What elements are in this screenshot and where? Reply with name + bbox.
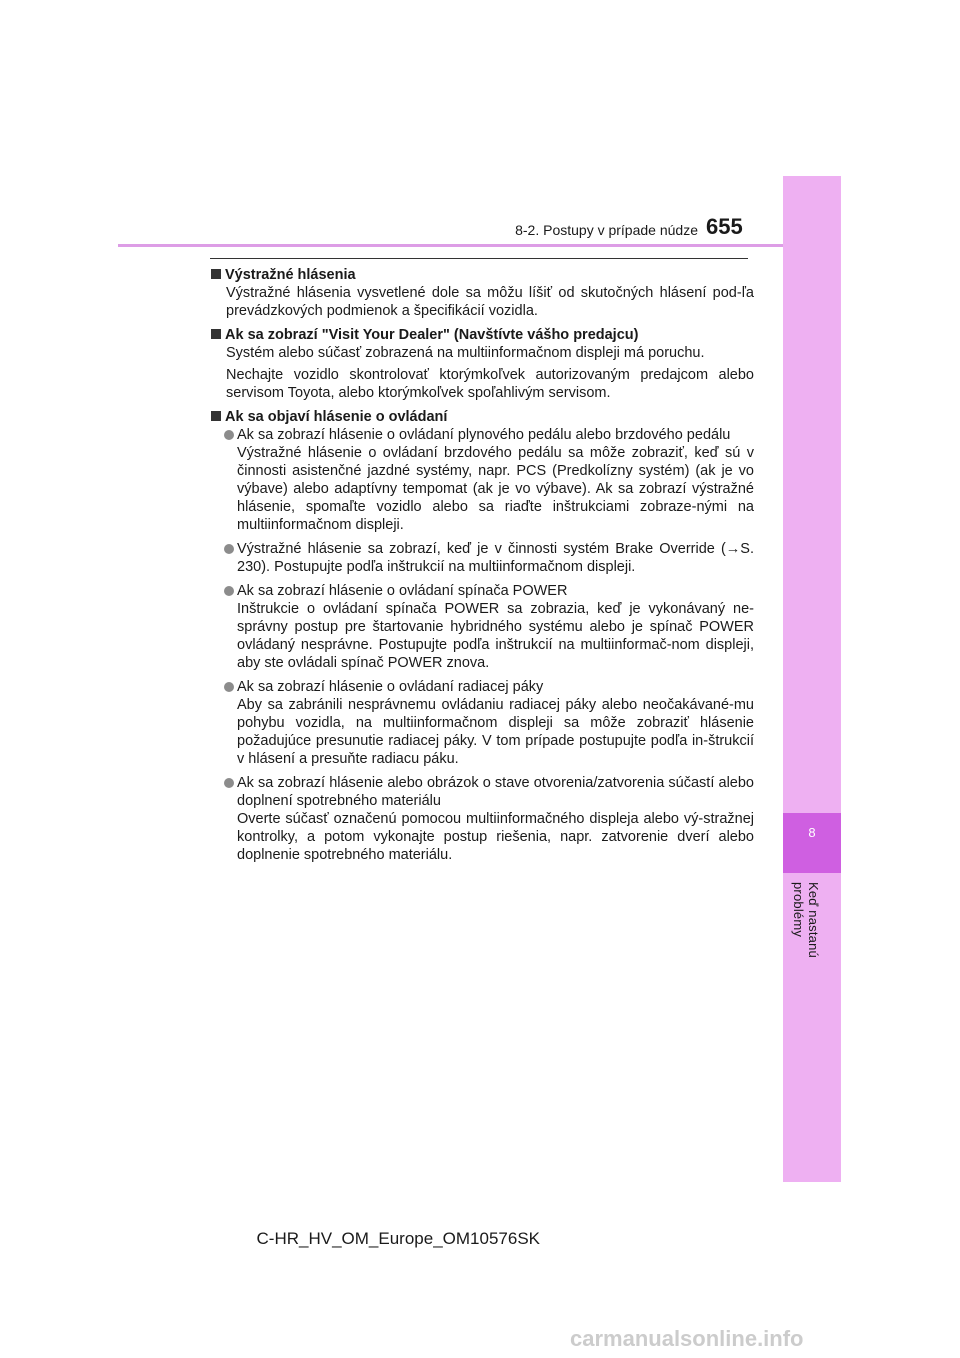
- section-title: Ak sa objaví hlásenie o ovládaní: [211, 408, 754, 426]
- list-item: [211, 678, 754, 768]
- paragraph: Systém alebo súčasť zobrazená na multiinformačnom displeji má poruchu.: [226, 345, 705, 361]
- bullet-text: Výstražné hlásenie sa zobrazí, keď je v činnosti systém Brake Override (→S. 230). Postupujte podľa inštrukcií na multiinformačnom displeji.: [237, 541, 754, 575]
- bullet-text: Overte súčasť označenú pomocou multiinformačného displeja alebo vý-stražnej kontrolky, a potom vykonajte postup riešenia, napr. zatvorenie dverí alebo doplnenie spotrebného materiálu.: [237, 811, 754, 863]
- bullet-lead: Ak sa zobrazí hlásenie o ovládaní radiacej páky: [237, 679, 544, 695]
- chapter-title: Keď nastanú problémy: [791, 882, 821, 958]
- square-bullet-icon: [211, 329, 221, 339]
- list-item: [211, 540, 754, 576]
- circle-bullet-icon: [224, 682, 234, 692]
- section-title: Ak sa zobrazí "Visit Your Dealer" (Navštívte vášho predajcu): [211, 326, 754, 344]
- content-top-rule: [210, 258, 748, 259]
- page-number: 655: [706, 214, 743, 239]
- bullet-lead: Ak sa zobrazí hlásenie o ovládaní plynového pedálu alebo brzdového pedálu: [237, 427, 731, 443]
- section-title: Výstražné hlásenia: [211, 266, 754, 284]
- document-id: C-HR_HV_OM_Europe_OM10576SK: [256, 1229, 540, 1248]
- chapter-number-block: [783, 813, 841, 873]
- circle-bullet-icon: [224, 544, 234, 554]
- circle-bullet-icon: [224, 586, 234, 596]
- bullet-text: Inštrukcie o ovládaní spínača POWER sa zobrazia, keď je vykonávaný ne-správny postup pre štartovanie hybridného systému alebo je spínač POWER ovládaný nesprávne. Postupujte podľa inštrukcií na multiinformač-nom displeji, aby ste ovládali spínač POWER znova.: [237, 601, 754, 671]
- chapter-side-tab: [783, 176, 841, 1182]
- circle-bullet-icon: [224, 430, 234, 440]
- circle-bullet-icon: [224, 778, 234, 788]
- list-item: [211, 774, 754, 864]
- page-content: [211, 266, 754, 870]
- square-bullet-icon: [211, 411, 221, 421]
- paragraph: Výstražné hlásenia vysvetlené dole sa môžu líšiť od skutočných hlásení pod-ľa prevádzkových podmienok a špecifikácií vozidla.: [226, 285, 754, 319]
- square-bullet-icon: [211, 269, 221, 279]
- watermark: carmanualsonline.info: [570, 1326, 804, 1351]
- header-divider: [118, 244, 783, 247]
- chapter-number: 8: [808, 825, 816, 840]
- list-item: [211, 582, 754, 672]
- bullet-text: Výstražné hlásenie o ovládaní brzdového pedálu sa môže zobraziť, keď sú v činnosti asistenčné jazdné systémy, napr. PCS (Predkolízny systém) (ak je vo výbave) alebo adaptívny tempomat (ak je vo výbave). Ak sa zobrazí výstražné hlásenie, spomaľte vozidlo alebo sa riaďte inštrukciami zobraze-nými na multiinformačnom displeji.: [237, 445, 754, 533]
- bullet-text: Aby sa zabránili nesprávnemu ovládaniu radiacej páky alebo neočakávané-mu pohybu vozidla, na multiinformačnom displeji sa môže zobraziť hlásenie požadujúce presunutie radiacej páky. V tom prípade postupujte podľa in-štrukcií v hlásení a presuňte radiacu páku.: [237, 697, 754, 767]
- header-section-title: 8-2. Postupy v prípade núdze: [515, 222, 698, 238]
- bullet-lead: Ak sa zobrazí hlásenie o ovládaní spínača POWER: [237, 583, 568, 599]
- list-item: [211, 426, 754, 534]
- bullet-lead: Ak sa zobrazí hlásenie alebo obrázok o stave otvorenia/zatvorenia súčastí alebo doplnení spotrebného materiálu: [237, 775, 754, 809]
- paragraph: Nechajte vozidlo skontrolovať ktorýmkoľvek autorizovaným predajcom alebo servisom Toyota, alebo ktorýmkoľvek spoľahlivým servisom.: [226, 367, 754, 401]
